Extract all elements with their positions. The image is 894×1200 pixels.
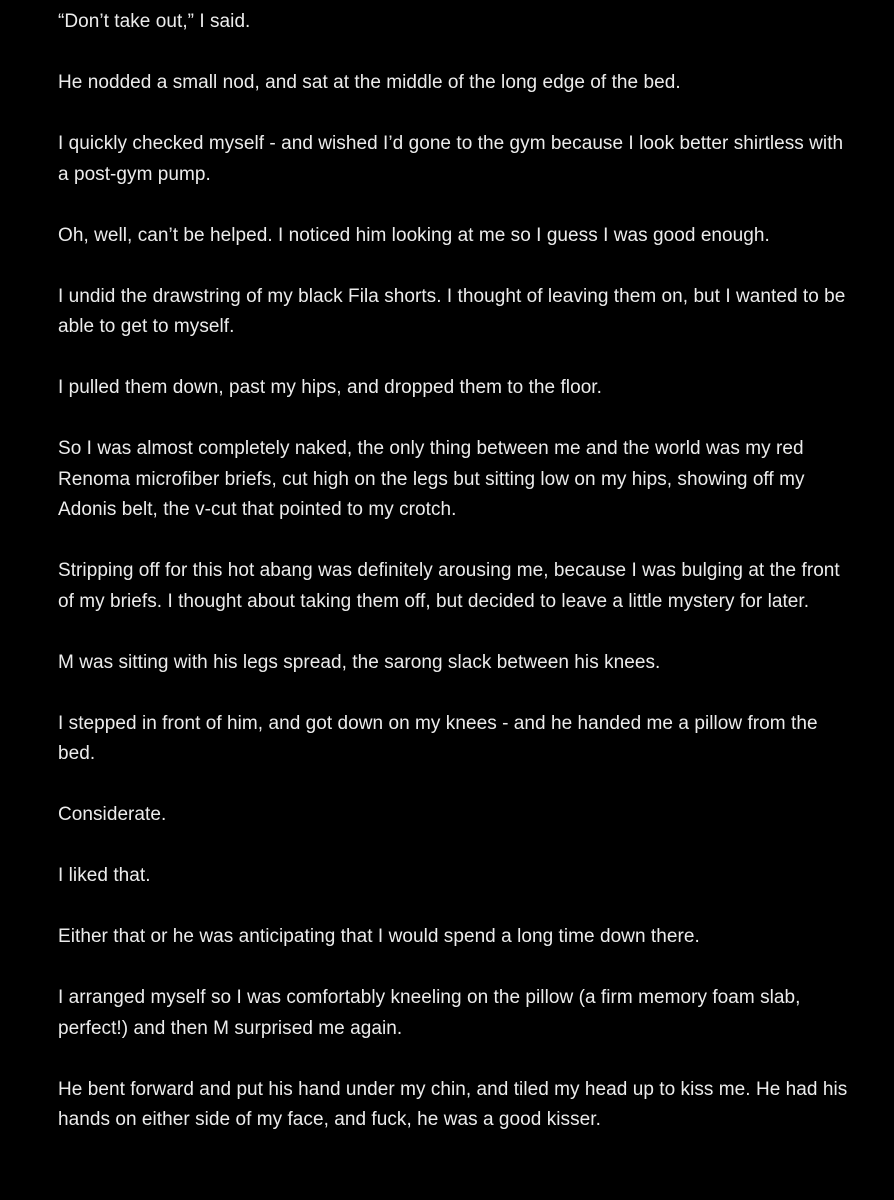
paragraph: I quickly checked myself - and wished I’d gone to the gym because I look better shirtless with a post-gym pump. <box>58 133 844 185</box>
document-body <box>58 7 848 1166</box>
paragraph: So I was almost completely naked, the only thing between me and the world was my red Renoma microfiber briefs, cut high on the legs but sitting low on my hips, showing off my Adonis belt, the v-cut that pointed to my crotch. <box>58 438 805 520</box>
paragraph: “Don’t take out,” I said. <box>58 11 251 32</box>
paragraph: He nodded a small nod, and sat at the middle of the long edge of the bed. <box>58 72 681 93</box>
paragraph: I pulled them down, past my hips, and dropped them to the floor. <box>58 377 602 398</box>
paragraph: Stripping off for this hot abang was definitely arousing me, because I was bulging at the front of my briefs. I thought about taking them off, but decided to leave a little mystery for later. <box>58 560 840 612</box>
paragraph: I undid the drawstring of my black Fila shorts. I thought of leaving them on, but I wanted to be able to get to myself. <box>58 285 846 337</box>
paragraph: I stepped in front of him, and got down on my knees - and he handed me a pillow from the bed. <box>58 712 818 764</box>
paragraph: M was sitting with his legs spread, the sarong slack between his knees. <box>58 651 661 673</box>
paragraph: I arranged myself so I was comfortably kneeling on the pillow (a firm memory foam slab, perfect!) and then M surprised me again. <box>58 987 801 1039</box>
paragraph: Either that or he was anticipating that I would spend a long time down there. <box>58 926 700 947</box>
paragraph: Oh, well, can’t be helped. I noticed him looking at me so I guess I was good enough. <box>58 224 770 246</box>
paragraph: I liked that. <box>58 865 151 886</box>
paragraph: Considerate. <box>58 804 167 825</box>
paragraph: He bent forward and put his hand under my chin, and tiled my head up to kiss me. He had his hands on either side of my face, and fuck, he was a good kisser. <box>58 1078 848 1130</box>
